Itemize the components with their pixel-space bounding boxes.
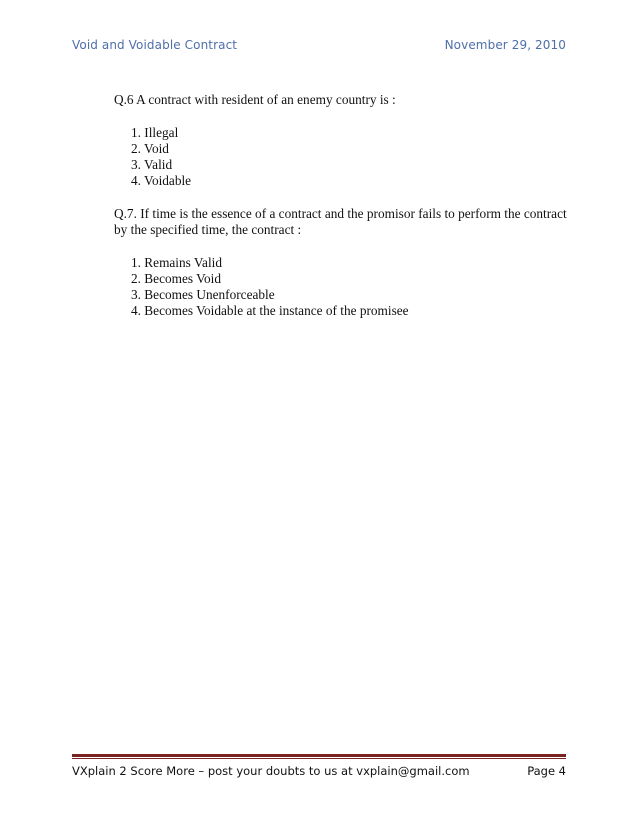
option-item: 4. Becomes Voidable at the instance of the promisee xyxy=(131,303,409,318)
footer-divider xyxy=(72,754,566,759)
option-list xyxy=(131,255,574,319)
option-list xyxy=(131,125,574,189)
option-item: 4. Voidable xyxy=(131,173,192,188)
question-7 xyxy=(114,206,574,319)
option-item: 2. Void xyxy=(131,141,169,156)
option-item: 2. Becomes Void xyxy=(131,271,222,286)
page-footer xyxy=(72,764,566,782)
question-text: Q.6 A contract with resident of an enemy country is : xyxy=(114,92,396,107)
option-item: 1. Remains Valid xyxy=(131,255,222,270)
header-title: Void and Voidable Contract xyxy=(72,38,238,52)
question-6 xyxy=(114,92,574,189)
footer-text: VXplain 2 Score More – post your doubts to us at vxplain@gmail.com xyxy=(72,764,470,778)
footer-divider-thick xyxy=(72,754,566,757)
page-number: Page 4 xyxy=(527,764,566,778)
option-item: 1. Illegal xyxy=(131,125,179,140)
header-date: November 29, 2010 xyxy=(444,38,566,52)
footer-divider-thin xyxy=(72,758,566,759)
option-item: 3. Valid xyxy=(131,157,173,172)
question-text: Q.7. If time is the essence of a contract and the promisor fails to perform the contract by the specified time, the contract : xyxy=(114,206,567,237)
page-header xyxy=(72,38,566,56)
option-item: 3. Becomes Unenforceable xyxy=(131,287,275,302)
